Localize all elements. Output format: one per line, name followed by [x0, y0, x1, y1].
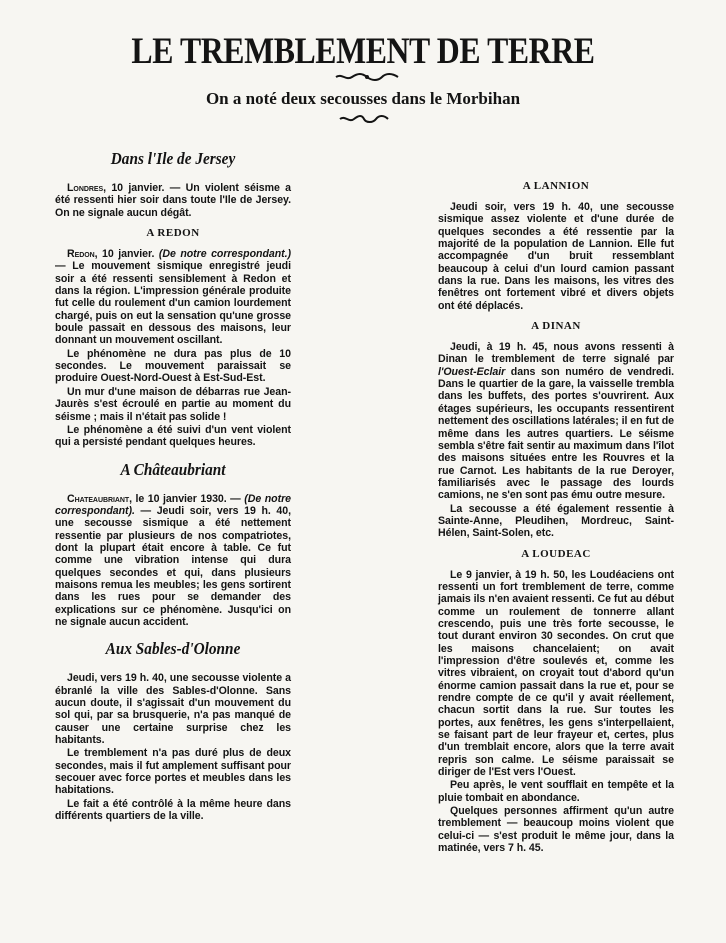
article-paragraph: Le phénomène ne dura pas plus de 10 secondes. Le mouvement paraissait se produire Ouest-Nord-Ouest à Est-Sud-Est.	[55, 347, 291, 385]
article-paragraph: Peu après, le vent soufflait en tempête et la pluie tombait en abondance.	[438, 779, 674, 804]
paragraph-text: Jeudi, à 19 h. 45, nous avons ressenti à Dinan le tremblement de terre signalé par	[438, 341, 674, 366]
article-paragraph: Jeudi, vers 19 h. 40, une secousse violente a ébranlé la ville des Sables-d'Olonne. Sans aucun doute, il s'agissait d'un mouvement du sol qui, par sa brusquerie, n'a pas manqué de causer une certaine surprise chez les habitants.	[55, 672, 291, 747]
article-paragraph	[438, 341, 674, 501]
dateline-place: Londres	[67, 182, 104, 194]
section-heading-dinan: A DINAN	[531, 320, 581, 333]
article-paragraph: Le phénomène a été suivi d'un vent violent qui a persisté pendant quelques heures.	[55, 423, 291, 449]
paragraph-text: dans son numéro de vendredi. Dans le quartier de la gare, la vaisselle trembla dans les buffets, des portes s'ouvrirent. Aux étages supérieurs, les occupants ressentirent nettement des oscillations latérales; il en fut de même dans les autres quartiers. Le séisme sembla s'être fait sentir au maximum dans l'îlot des maisons situées entre les Rouvres et la rue Carnot. Les habitants de la rue Deroyer, familiarisés avec le passage des lourds camions, ne s'en sont pas ému outre mesure.	[438, 365, 674, 502]
dateline-place: Chateaubriant	[67, 492, 130, 505]
paragraph-text: , 10 janvier. — Un violent séisme a été ressenti hier soir dans toute l'Ile de Jersey. On ne signale aucun dégât.	[55, 182, 291, 219]
article-paragraph: Le tremblement n'a pas duré plus de deux secondes, mais il fut amplement suffisant pour secouer avec force portes et meubles dans les habitations.	[55, 747, 291, 797]
right-column	[438, 180, 674, 856]
article-paragraph: La secousse a été également ressentie à Sainte-Anne, Pleudihen, Mordreuc, Saint-Hélen, Saint-Solen, etc.	[438, 502, 674, 540]
article-paragraph: Jeudi soir, vers 19 h. 40, une secousse sismique assez violente et d'une durée de quelques secondes a été ressentie par la majorité de la population de Lannion. Elle fut accompagnée d'un bruit ressemblant beaucoup à celui d'un lourd camion passant dans la rue. Dans les maisons, les vitres des fenêtres ont fortement vibré et divers objets ont été déplacés.	[438, 201, 674, 312]
subtitle: On a noté deux secousses dans le Morbihan	[205, 89, 521, 108]
source-credit: (De notre correspondant).	[55, 492, 291, 517]
article-paragraph: Un mur d'une maison de débarras rue Jean-Jaurès s'est écroulé en partie au moment du séisme ; mais il n'était pas solide !	[55, 385, 291, 423]
article-paragraph: Le 9 janvier, à 19 h. 50, les Loudéaciens ont ressenti un fort tremblement de terre, comme jamais ils n'en avaient ressenti. Ce fut au début comme un roulement de tonnerre allant crescendo, puis une très forte secousse, le tout durant environ 30 secondes. On crut que les maisons chancelaient; on avait l'impression d'être soulevés et, comme les vitres vibraient, on croyait tout d'abord qu'un énorme camion passait dans la rue et, pour se rendre compte de ce qu'il y avait réellement, chacun sortit dans la rue. Sur toutes les portes, aux fenêtres, les gens s'interpellaient, se faisant part de leur frayeur et, certes, plus d'un tremblait encore, alors que la terre avait repris son calme. Le séisme paraissait se diriger de l'Est vers l'Ouest.	[438, 568, 674, 779]
section-heading-lannion: A LANNION	[522, 180, 590, 192]
dateline-date: , le 10 janvier 1930. —	[129, 492, 245, 505]
ornament-divider-icon	[334, 72, 400, 82]
article-paragraph	[55, 493, 291, 629]
dateline-date: , 10 janvier.	[94, 248, 159, 261]
headline: LE TREMBLEMENT DE TERRE	[131, 31, 595, 72]
section-heading-redon: A REDON	[146, 227, 200, 240]
left-column	[55, 138, 291, 823]
article-paragraph	[55, 182, 291, 219]
article-paragraph: Le fait a été contrôlé à la même heure dans différents quartiers de la ville.	[55, 797, 291, 823]
newspaper-name: l'Ouest-Eclair	[438, 365, 506, 378]
ornament-divider-icon	[338, 114, 390, 124]
article-paragraph	[55, 248, 291, 347]
paragraph-text: — Le mouvement sismique enregistré jeudi soir a été ressenti sensiblement à Redon et dans la région. L'impression générale produite fut celle du roulement d'un camion lourdement chargé, puis on eut la sensation qu'une grosse boule passait en dessous des maisons, leur donnant un mouvement oscillant.	[55, 260, 291, 347]
section-heading-jersey: Dans l'Ile de Jersey	[110, 149, 236, 168]
paragraph-text: — Jeudi soir, vers 19 h. 40, une secousse sismique a été nettement ressentie par plusieurs de nos compatriotes, dont la plupart était encore à table. Ce fut comme une vibration intense qui dura quelques secondes et qui, dans plusieurs maisons remua les meubles; les gens sortirent dans les rues pour se demander des explications sur ce phénomène. Jusqu'ici on ne signale aucun accident.	[55, 504, 291, 628]
dateline-place: Redon	[67, 248, 95, 261]
section-heading-sables: Aux Sables-d'Olonne	[105, 639, 241, 659]
section-heading-chateaubriant: A Châteaubriant	[120, 459, 226, 479]
article-paragraph: Quelques personnes affirment qu'un autre tremblement — beaucoup moins violent que celui-ci — s'est produit le même jour, dans la matinée, vers 7 h. 45.	[438, 805, 674, 855]
section-heading-loudeac: A LOUDEAC	[521, 547, 591, 560]
source-credit: (De notre correspondant.)	[158, 248, 291, 261]
